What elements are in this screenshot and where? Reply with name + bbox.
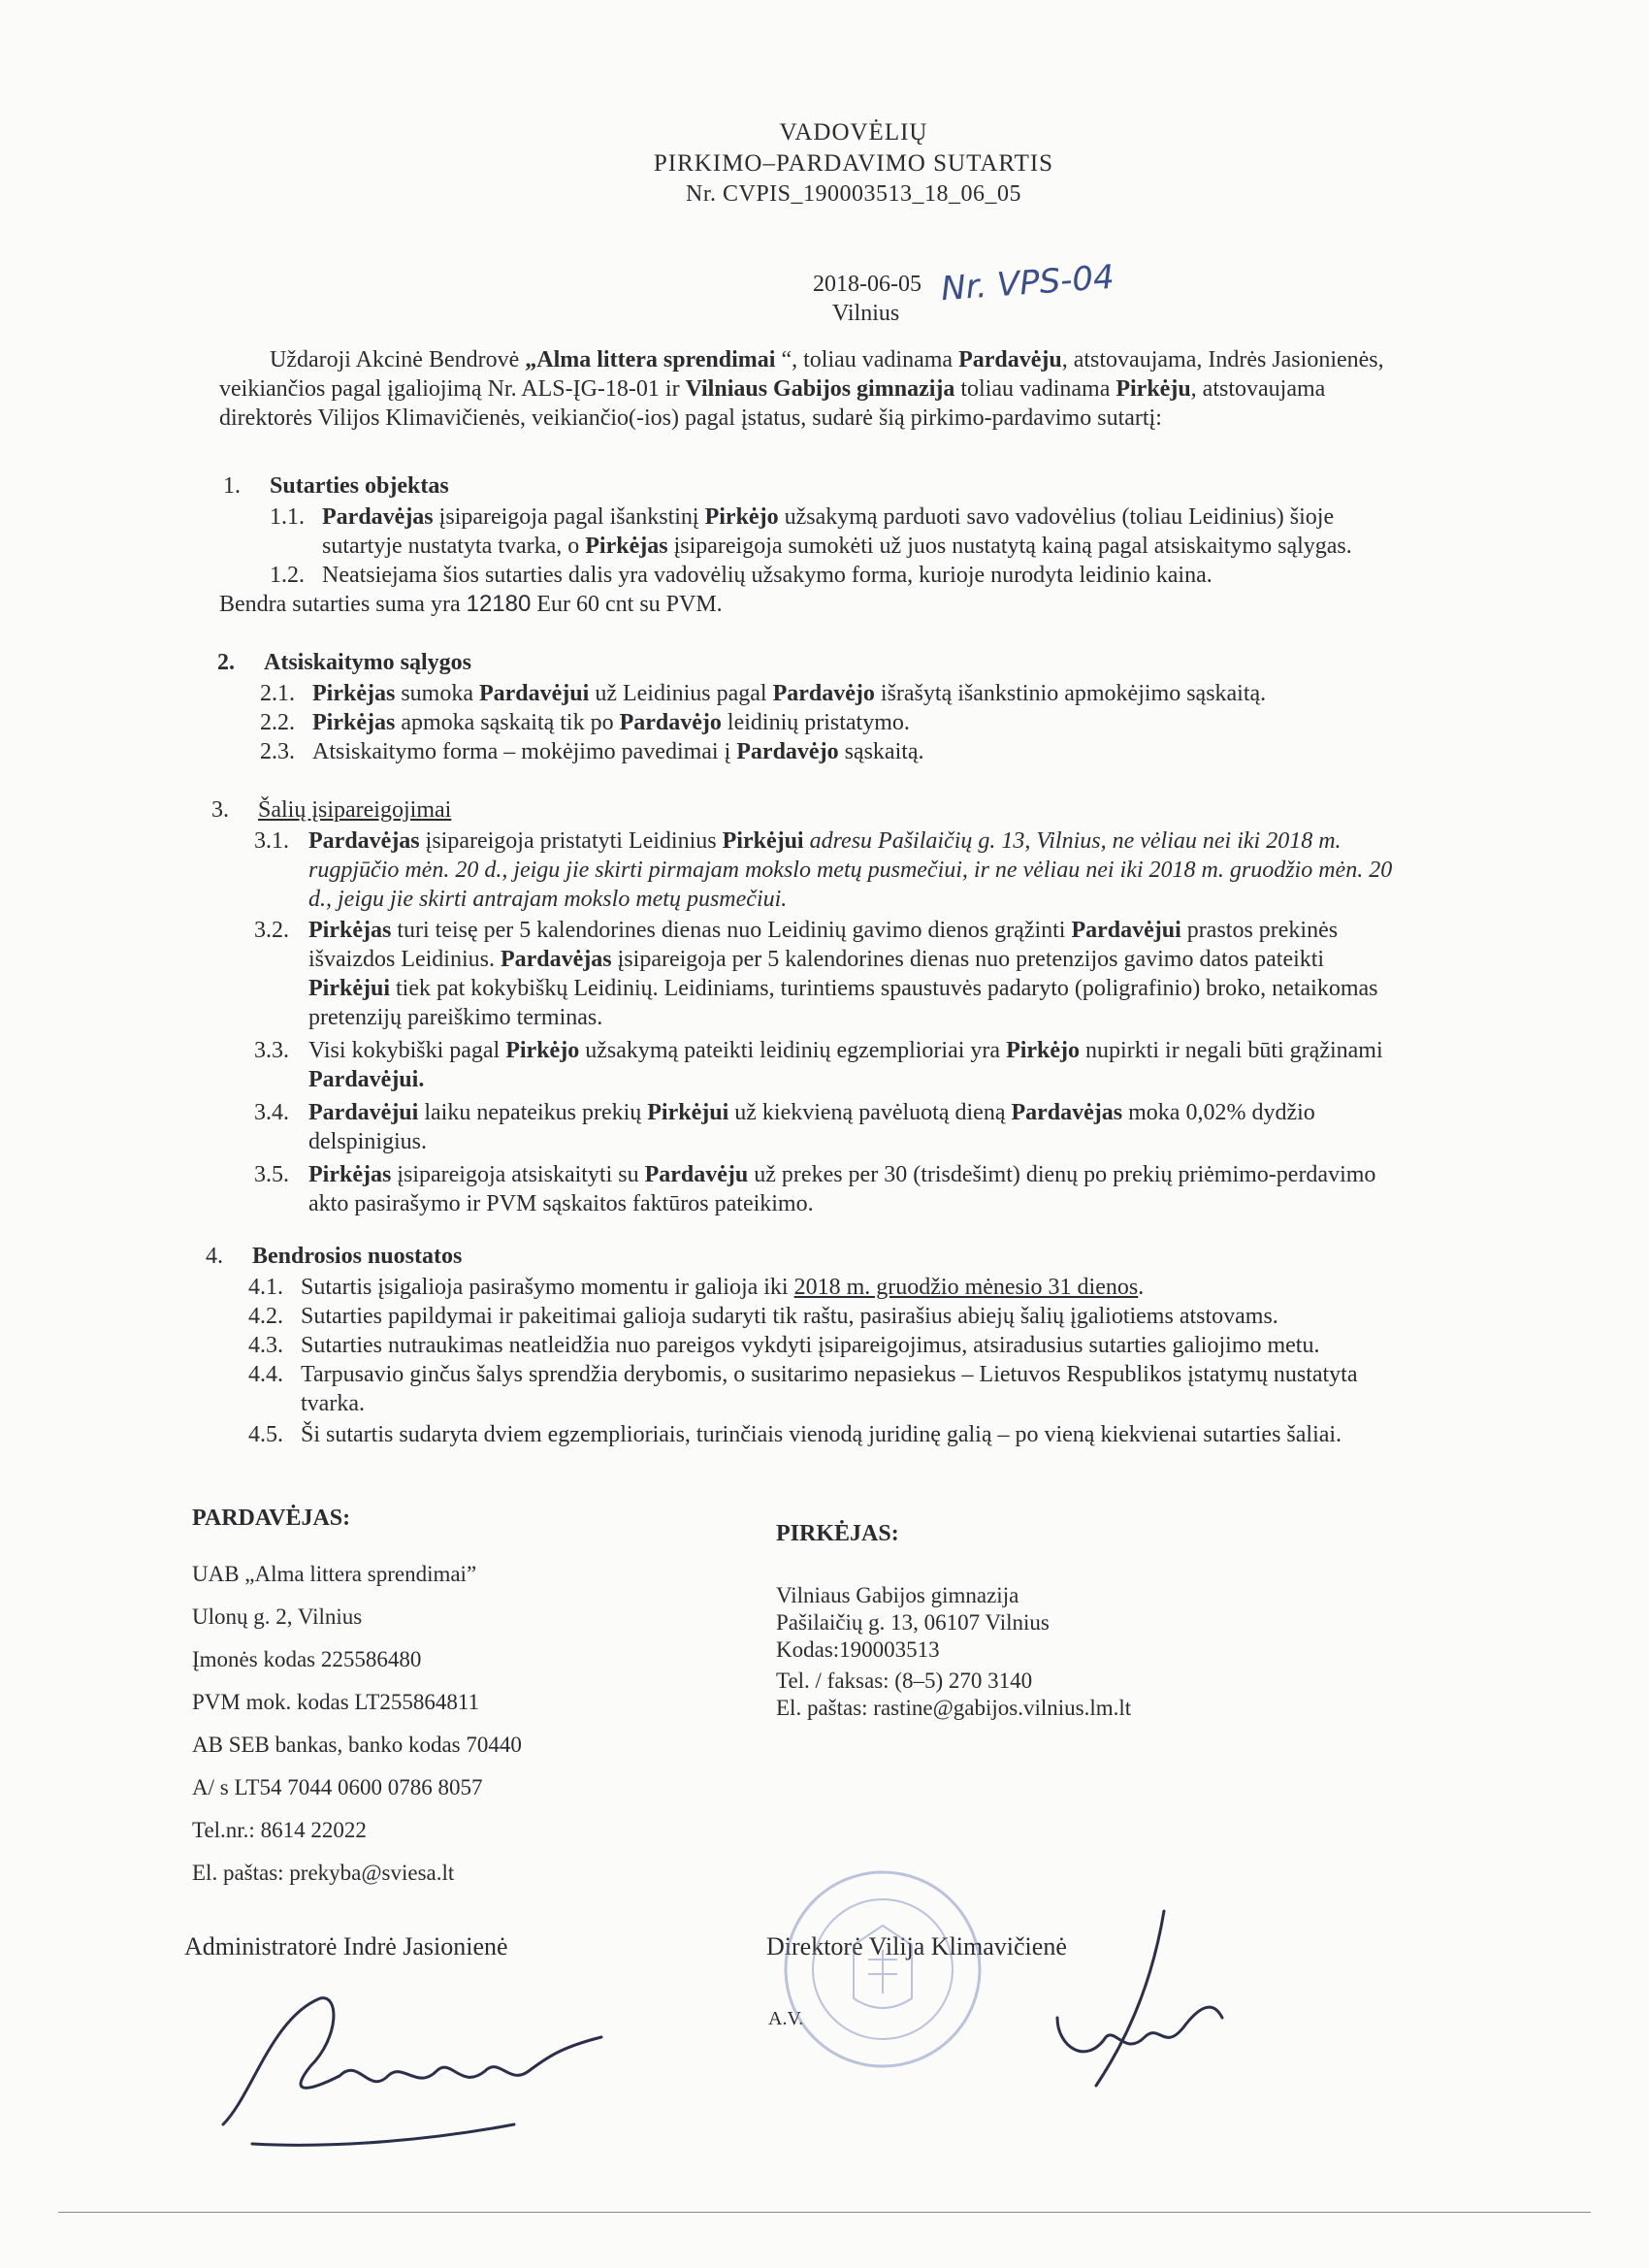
- section-3-number: 3.: [211, 797, 229, 823]
- buyer-email: El. paštas: rastine@gabijos.vilnius.lm.lt: [776, 1696, 1132, 1720]
- clause-3-1-line-3: d., jeigu jie skirti antrajam mokslo metų pusmečiui.: [308, 887, 788, 912]
- clause-4-3-number: 4.3.: [248, 1333, 283, 1358]
- clause-3-1-line-2: rugpjūčio mėn. 20 d., jeigu jie skirti pirmajam mokslo metų pusmečiui, ir ne vėliau nei iki 2018 m. gruodžio mėn. 20: [308, 858, 1393, 883]
- clause-1-1-line-1: Pardavėjas įsipareigoja pagal išankstinį Pirkėjo užsakymą parduoti savo vadovėlius (toliau Leidinius) šioje: [322, 504, 1335, 530]
- section-4-title: Bendrosios nuostatos: [252, 1244, 463, 1269]
- contract-date: 2018-06-05: [813, 272, 922, 297]
- clause-3-2-line-4: pretenzijų pareiškimo terminas.: [308, 1005, 603, 1030]
- scan-edge-line: [58, 2212, 1591, 2213]
- buyer-address: Pašilaičių g. 13, 06107 Vilnius: [776, 1610, 1050, 1635]
- clause-4-4-number: 4.4.: [248, 1362, 283, 1387]
- clause-3-3-number: 3.3.: [254, 1038, 289, 1063]
- contract-number: Nr. CVPIS_190003513_18_06_05: [685, 181, 1022, 207]
- clause-2-1-text: Pirkėjas sumoka Pardavėjui už Leidinius pagal Pardavėjo išrašytą išankstinio apmokėjimo sąskaitą.: [312, 681, 1267, 706]
- clause-1-2-number: 1.2.: [270, 563, 305, 588]
- clause-3-2-line-1: Pirkėjas turi teisę per 5 kalendorines dienas nuo Leidinių gavimo dienos grąžinti Pardavėjui prastos prekinės: [308, 918, 1339, 943]
- clause-4-1-text: Sutartis įsigalioja pasirašymo momentu ir galioja iki 2018 m. gruodžio mėnesio 31 dienos.: [301, 1275, 1145, 1300]
- buyer-phone: Tel. / faksas: (8–5) 270 3140: [776, 1669, 1033, 1693]
- seller-email: El. paštas: prekyba@sviesa.lt: [192, 1861, 455, 1885]
- clause-3-1-number: 3.1.: [254, 828, 289, 854]
- section-1-number: 1.: [223, 473, 241, 499]
- seller-name: UAB „Alma littera sprendimai”: [192, 1562, 477, 1586]
- contract-city: Vilnius: [832, 301, 900, 326]
- intro-line-1: Uždaroji Akcinė Bendrovė „Alma littera sprendimai “, toliau vadinama Pardavėju, atstovaujama, Indrės Jasionienės,: [270, 347, 1384, 373]
- clause-3-1-line-1: Pardavėjas įsipareigoja pristatyti Leidinius Pirkėjui adresu Pašilaičių g. 13, Vilnius, ne vėliau nei iki 2018 m.: [308, 828, 1342, 854]
- buyer-name: Vilniaus Gabijos gimnazija: [776, 1583, 1019, 1607]
- seller-vat-code: PVM mok. kodas LT255864811: [192, 1690, 480, 1714]
- clause-1-1-number: 1.1.: [270, 504, 305, 530]
- clause-3-5-number: 3.5.: [254, 1162, 289, 1187]
- clause-3-4-number: 3.4.: [254, 1100, 289, 1125]
- clause-4-2-text: Sutarties papildymai ir pakeitimai galioja sudaryti tik raštu, pasirašius abiejų šalių įgaliotiems atstovams.: [301, 1304, 1278, 1329]
- seller-company-code: Įmonės kodas 225586480: [192, 1647, 422, 1671]
- clause-3-3-line-1: Visi kokybiški pagal Pirkėjo užsakymą pateikti leidinių egzemplioriai yra Pirkėjo nupirkti ir negali būti grąžinami: [308, 1038, 1383, 1063]
- title-line-1: VADOVĖLIŲ: [779, 119, 928, 146]
- clause-4-3-text: Sutarties nutraukimas neatleidžia nuo pareigos vykdyti įsipareigojimus, atsiradusius sutarties galiojimo metu.: [301, 1333, 1320, 1358]
- intro-line-3: direktorės Vilijos Klimavičienės, veikiančio(-ios) pagal įstatus, sudarė šią pirkimo-pardavimo sutartį:: [219, 405, 1162, 431]
- section-1-title: Sutarties objektas: [270, 473, 449, 499]
- seller-signatory: Administratorė Indrė Jasionienė: [184, 1932, 508, 1960]
- section-2-title: Atsiskaitymo sąlygos: [264, 650, 472, 675]
- buyer-code: Kodas:190003513: [776, 1637, 940, 1662]
- clause-1-1-line-2: sutartyje nustatyta tvarka, o Pirkėjas įsipareigoja sumokėti už juos nustatytą kainą pagal atsiskaitymo sąlygas.: [322, 534, 1352, 559]
- clause-4-5-text: Ši sutartis sudaryta dviem egzemplioriais, turinčiais vienodą juridinę galią – po vieną kiekvienai sutarties šaliai.: [301, 1422, 1342, 1447]
- section-3-title: Šalių įsipareigojimai: [258, 797, 452, 823]
- clause-4-4-line-2: tvarka.: [301, 1391, 365, 1416]
- handwritten-registration-number: Nr. VPS-04: [939, 257, 1116, 309]
- seller-phone: Tel.nr.: 8614 22022: [192, 1818, 367, 1842]
- clause-4-1-number: 4.1.: [248, 1275, 283, 1300]
- clause-3-2-line-3: Pirkėjui tiek pat kokybiškų Leidinių. Leidiniams, turintiems spaustuvės padaryto (poligrafinio) broko, netaikomas: [308, 976, 1378, 1001]
- seller-heading: PARDAVĖJAS:: [192, 1506, 351, 1531]
- clause-2-3-text: Atsiskaitymo forma – mokėjimo pavedimai į Pardavėjo sąskaitą.: [312, 739, 924, 764]
- clause-4-5-number: 4.5.: [248, 1422, 283, 1447]
- intro-line-2: veikiančios pagal įgaliojimą Nr. ALS-ĮG-18-01 ir Vilniaus Gabijos gimnazija toliau vadinama Pirkėju, atstovaujama: [219, 376, 1326, 402]
- clause-4-2-number: 4.2.: [248, 1304, 283, 1329]
- clause-2-2-text: Pirkėjas apmoka sąskaitą tik po Pardavėjo leidinių pristatymo.: [312, 710, 910, 735]
- institution-stamp: [776, 1863, 989, 2076]
- clause-3-3-line-2: Pardavėjui.: [308, 1067, 425, 1092]
- clause-1-2-text: Neatsiejama šios sutarties dalis yra vadovėlių užsakymo forma, kurioje nurodyta leidinio kaina.: [322, 563, 1212, 588]
- clause-2-1-number: 2.1.: [260, 681, 295, 706]
- seller-signature: [194, 1979, 660, 2163]
- clause-3-5-line-1: Pirkėjas įsipareigoja atsiskaityti su Pardavėju už prekes per 30 (trisdešimt) dienų po prekių priėmimo-perdavimo: [308, 1162, 1376, 1187]
- clause-3-2-line-2: išvaizdos Leidinius. Pardavėjas įsipareigoja per 5 kalendorines dienas nuo pretenzijos gavimo datos pateikti: [308, 947, 1325, 972]
- section-4-number: 4.: [206, 1244, 223, 1269]
- buyer-signatory: Direktorė Vilija Klimavičienė: [766, 1932, 1067, 1960]
- seller-address: Ulonų g. 2, Vilnius: [192, 1604, 363, 1629]
- seller-bank: AB SEB bankas, banko kodas 70440: [192, 1733, 522, 1757]
- clause-3-4-line-1: Pardavėjui laiku nepateikus prekių Pirkėjui už kiekvieną pavėluotą dieną Pardavėjas moka 0,02% dydžio: [308, 1100, 1315, 1125]
- section-2-number: 2.: [217, 650, 235, 675]
- seller-account: A/ s LT54 7044 0600 0786 8057: [192, 1775, 483, 1799]
- buyer-heading: PIRKĖJAS:: [776, 1521, 899, 1546]
- clause-3-2-number: 3.2.: [254, 918, 289, 943]
- clause-2-2-number: 2.2.: [260, 710, 295, 735]
- stamp-label: A.V.: [768, 2008, 804, 2029]
- clause-3-5-line-2: akto pasirašymo ir PVM sąskaitos faktūros pateikimo.: [308, 1191, 814, 1216]
- title-line-2: PIRKIMO–PARDAVIMO SUTARTIS: [653, 150, 1054, 177]
- clause-2-3-number: 2.3.: [260, 739, 295, 764]
- clause-4-4-line-1: Tarpusavio ginčus šalys sprendžia derybomis, o susitarimo nepasiekus – Lietuvos Respublikos įstatymų nustatyta: [301, 1362, 1358, 1387]
- buyer-signature: [1018, 1892, 1251, 2124]
- clause-3-4-line-2: delspinigius.: [308, 1129, 428, 1154]
- contract-total-sum: Bendra sutarties suma yra 12180 Eur 60 cnt su PVM.: [219, 591, 723, 617]
